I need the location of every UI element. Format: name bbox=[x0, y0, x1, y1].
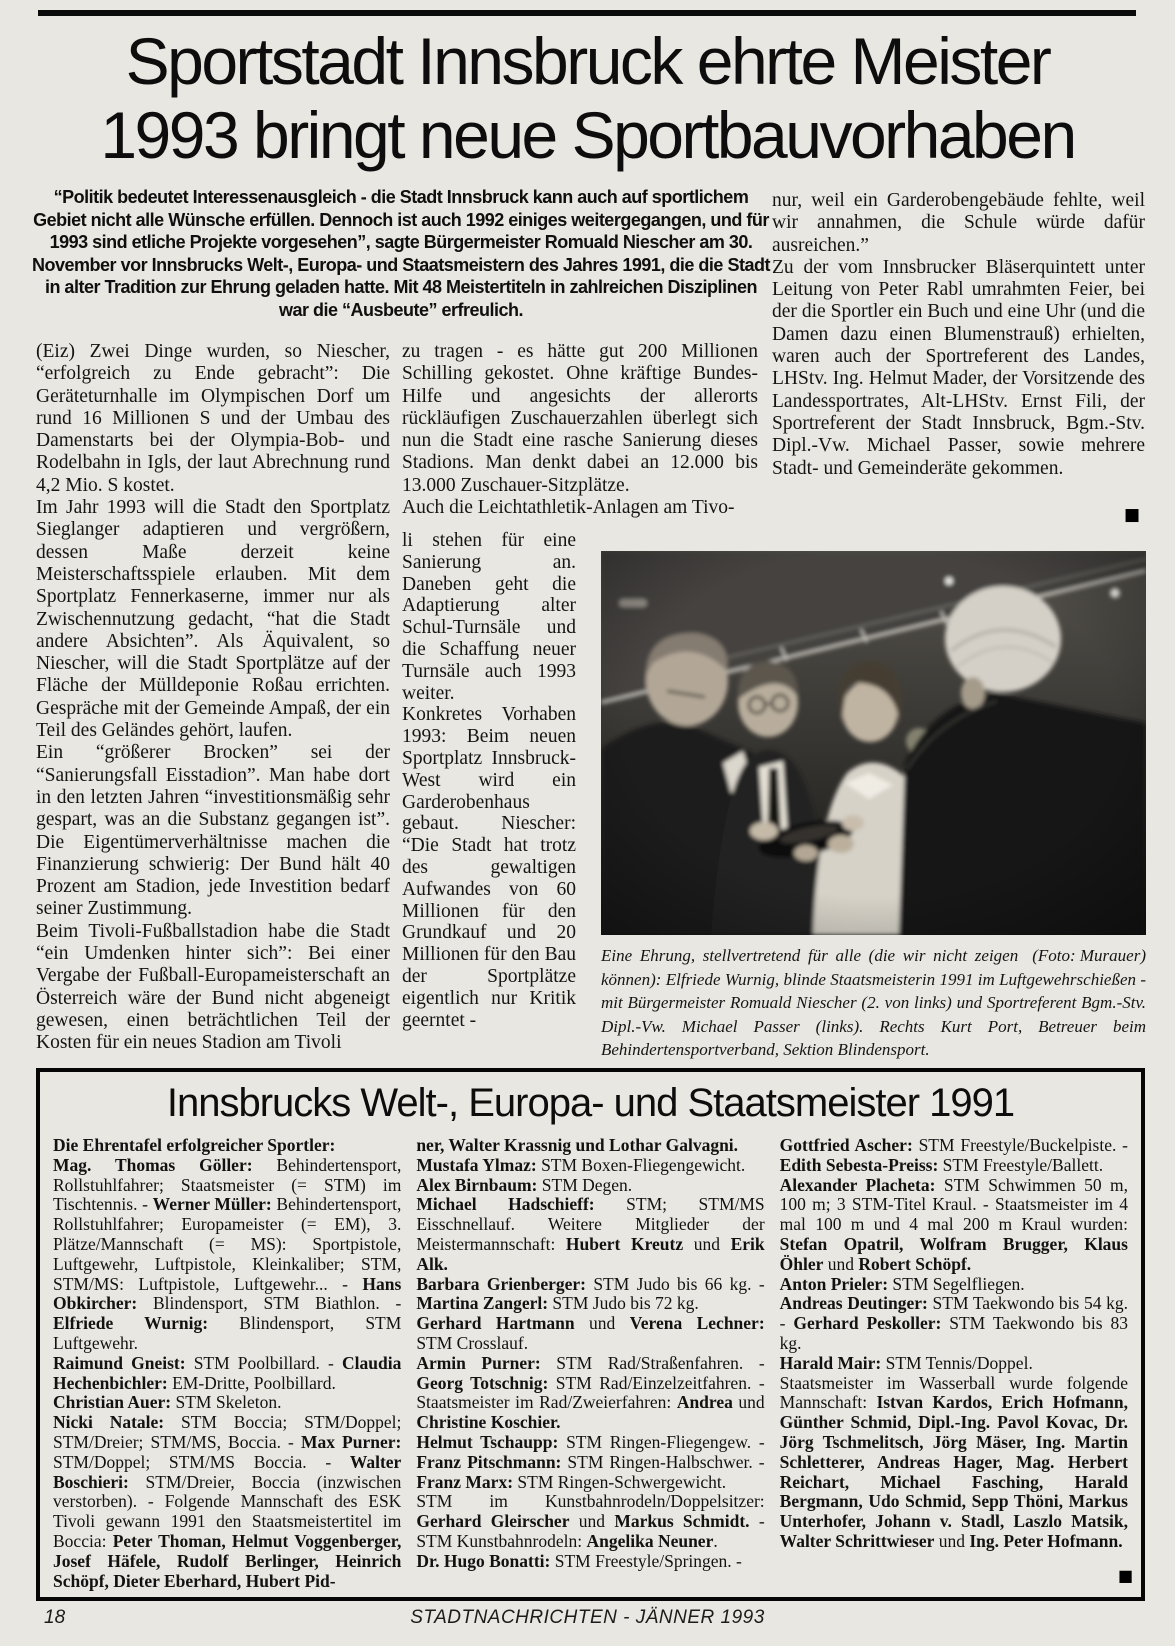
paragraph: zu tragen - es hätte gut 200 Millionen Schilling gekostet. Ohne kräftige Bundes-Hilfe und angesichts der allerorts rückläufigen Zuschauerzahlen überlegt sich nun die Stadt eine rasche Sanierung dieses Stadions. Man denkt dabei an 12.000 bis 13.000 Zuschauer-Sitzplätze. bbox=[402, 341, 758, 496]
paragraph: Anton Prieler: STM Segelfliegen. bbox=[779, 1273, 1025, 1294]
paragraph: ner, Walter Krassnig und Lothar Galvagni. bbox=[416, 1135, 739, 1155]
paragraph: Dr. Hugo Bonatti: STM Freestyle/Springen. - bbox=[416, 1550, 742, 1571]
article-column-middle-narrow bbox=[402, 530, 576, 1031]
headline-line-1: Sportstadt Innsbruck ehrte Meister bbox=[125, 24, 1050, 98]
paragraph: Im Jahr 1993 will die Stadt den Sportplatz Sieglanger adaptieren und vergrößern, dessen Maße derzeit keine Meisterschaftsspiele erlauben. Mit dem Sportplatz Fennerkaserne, immer nur als Zwischennutzung gedacht, “hat die Stadt andere Absichten”. Als Äquivalent, so Niescher, will die Stadt Sportplätze auf der Fläche der Mülldeponie Roßau errichten. Gespräche mit der Gemeinde Ampaß, der ein Teil des Geländes gehört, laufen. bbox=[36, 497, 390, 742]
paragraph: nur, weil ein Garderobengebäude fehlte, weil wir annahmen, die Schule würde dafür ausreichen.” bbox=[772, 190, 1145, 256]
paragraph: Konkretes Vorhaben 1993: Beim neuen Sportplatz Innsbruck-West wird ein Garderobenhaus gebaut. Niescher: “Die Stadt hat trotz des gewaltigen Aufwandes von 60 Millionen für den Grundkauf und 20 Millionen für den Bau der Sportplätze eigentlich nur Kritik geerntet - bbox=[402, 704, 576, 1031]
paragraph: Barbara Grienberger: STM Judo bis 66 kg. - Martina Zangerl: STM Judo bis 72 kg. bbox=[416, 1273, 765, 1314]
headline bbox=[28, 24, 1147, 172]
article-column-middle-wide bbox=[402, 341, 758, 519]
paragraph: Ein “größerer Brocken” sei der “Sanierungsfall Eisstadion”. Man habe dort in den letzten Jahren “investitionsmäßig sehr gespart, was an die Substanz gegangen ist”. Die Eigentümerverhältnisse machen die Finanzierung schwierig: Der Bund hält 40 Prozent am Stadion, jede Investition bedarf seiner Zustimmung. bbox=[36, 742, 390, 920]
honor-box-column-2 bbox=[416, 1136, 764, 1591]
paragraph: STM im Kunstbahnrodeln/Doppelsitzer: Gerhard Gleirscher und Markus Schmidt. - STM Kunstbahnrodeln: Angelika Neuner. bbox=[416, 1491, 765, 1551]
paragraph: Staatsmeister im Wasserball wurde folgende Mannschaft: Istvan Kardos, Erich Hofmann, Günther Schmid, Dipl.-Ing. Pavol Kovac, Dr. Jörg Tschmelitsch, Jörg Mäser, Ing. Martin Schletterer, Andreas Hager, Mag. Herbert Reichart, Michael Fasching, Harald Bergmann, Udo Schmid, Sepp Thöni, Markus Unterhofer, Johann v. Stadl, Laszlo Matsik, Walter Schrittwieser und Ing. Peter Hofmann. bbox=[779, 1372, 1128, 1551]
paragraph: Christian Auer: STM Skeleton. bbox=[53, 1392, 282, 1413]
article-column-left bbox=[36, 341, 390, 1055]
journal-name: STADTNACHRICHTEN - JÄNNER 1993 bbox=[410, 1607, 765, 1628]
ceremony-photo-illustration bbox=[601, 551, 1146, 935]
headline-line-2: 1993 bringt neue Sportbauvorhaben bbox=[100, 98, 1075, 172]
paragraph: Andreas Deutinger: STM Taekwondo bis 54 kg. - Gerhard Peskoller: STM Taekwondo bis 83 kg. bbox=[779, 1293, 1128, 1353]
paragraph: Die Ehrentafel erfolgreicher Sportler: bbox=[53, 1135, 336, 1155]
paragraph: Gerhard Hartmann und Verena Lechner: STM Crosslauf. bbox=[416, 1313, 765, 1353]
honor-box-end-mark: ■ bbox=[1118, 1566, 1134, 1585]
honor-box-column-3 bbox=[780, 1136, 1128, 1591]
paragraph: Michael Hadschieff: STM; STM/MS Eisschnellauf. Weitere Mitglieder der Meistermannschaft: Hubert Kreutz und Erik Alk. bbox=[416, 1194, 765, 1274]
photo-caption-text: Eine Ehrung, stellvertretend für alle (die wir nicht zeigen können): Elfriede Wurnig, blinde Staatsmeisterin 1991 im Luftgewehrschießen - mit Bürgermeister Romuald Niescher (2. von links) und Sportreferent Bgm.-Stv. Dipl.-Vw. Michael Passer (links). Rechts Kurt Port, Betreuer beim Behindertensportverband, Sektion Blindensport. bbox=[601, 946, 1146, 1059]
paragraph: Mustafa Ylmaz: STM Boxen-Fliegengewicht. bbox=[416, 1154, 746, 1175]
paragraph: Armin Purner: STM Rad/Straßenfahren. - Georg Totschnig: STM Rad/Einzelzeitfahren. - Staatsmeister im Rad/Zweierfahren: Andrea und Christine Koschier. bbox=[416, 1352, 765, 1433]
paragraph: Auch die Leichtathletik-Anlagen am Tivo- bbox=[402, 497, 735, 519]
lead-paragraph: “Politik bedeutet Interessenausgleich - die Stadt Innsbruck kann auch auf sportlichem Gebiet nicht alle Wünsche erfüllen. Dennoch ist auch 1992 einiges weitergegangen, und für 1993 sind etliche Projekte vorgesehen”, sagte Bürgermeister Romuald Niescher am 30. November vor Innsbrucks Welt-, Europa- und Staatsmeistern des Jahres 1991, die die Stadt in alter Tradition zur Ehrung geladen hatte. Mit 48 Meistertiteln in zahlreichen Disziplinen war die “Ausbeute” erfreulich. bbox=[32, 187, 770, 320]
honor-box-column-1 bbox=[53, 1136, 401, 1591]
article-end-mark: ■ bbox=[1124, 505, 1141, 525]
paragraph: Harald Mair: STM Tennis/Doppel. bbox=[779, 1352, 1033, 1373]
honor-box-columns bbox=[40, 1128, 1141, 1591]
honor-box bbox=[36, 1068, 1145, 1601]
paragraph: li stehen für eine Sanierung an. Daneben geht die Adaptierung alter Schul-Turnsäle und die Schaffung neuer Turnsäle auch 1993 weiter. bbox=[402, 530, 576, 704]
top-rule bbox=[38, 10, 1136, 16]
paragraph: Raimund Gneist: STM Poolbillard. - Claudia Hechenbichler: EM-Dritte, Poolbillard. bbox=[53, 1352, 402, 1393]
paragraph: Mag. Thomas Göller: Behindertensport, Rollstuhlfahrer; Staatsmeister (= STM) im Tischtennis. - Werner Müller: Behindertensport, Rollstuhlfahrer; Europameister (= EM), 3. Plätze/Mannschaft (= MS): Sportpistole, Luftgewehr, Luftpistole, Kleinkaliber; STM, STM/MS: Luftpistole, Luftgewehr... - Hans Obkircher: Blindensport, STM Biathlon. - Elfriede Wurnig: Blindensport, STM Luftgewehr. bbox=[53, 1154, 402, 1353]
paragraph: Zu der vom Innsbrucker Bläserquintett unter Leitung von Peter Rabl umrahmten Feier, bei der die Sportler ein Buch und eine Uhr (und die Damen dazu einen Blumenstrauß) erhielten, waren auch der Sportreferent des Landes, LHStv. Ing. Helmut Mader, der Vorsitzende des Landessportrates, Alt-LHStv. Ernst Fili, der Sportreferent der Stadt Innsbruck, Bgm.-Stv. Dipl.-Vw. Michael Passer, sowie mehrere Stadt- und Gemeinderäte gekommen. bbox=[772, 256, 1145, 479]
article-column-right bbox=[772, 190, 1145, 480]
paragraph: Gottfried Ascher: STM Freestyle/Buckelpiste. - Edith Sebesta-Preiss: STM Freestyle/Ballett. bbox=[779, 1135, 1128, 1175]
paragraph: (Eiz) Zwei Dinge wurden, so Niescher, “erfolgreich zu Ende gebracht”: Die Geräteturnhalle im Olympischen Dorf um rund 16 Millionen S und der Umbau des Damenstarts bei der Olympia-Bob- und Rodelbahn in Igls, der laut Abrechnung rund 4,2 Mio. S kostet. bbox=[36, 341, 390, 496]
paragraph: Alex Birnbaum: STM Degen. bbox=[416, 1174, 633, 1195]
paragraph: Nicki Natale: STM Boccia; STM/Doppel; STM/Dreier; STM/MS, Boccia. - Max Purner: STM/Doppel; STM/MS Boccia. - Walter Boschieri: STM/Dreier, Boccia (inzwischen verstorben). - Folgende Mannschaft des ESK Tivoli gewann 1991 den Staatsmeistertitel im Boccia: Peter Thoman, Helmut Voggenberger, Josef Häfele, Rudolf Berlinger, Heinrich Schöpf, Dieter Eberhard, Hubert Pid- bbox=[53, 1412, 402, 1591]
page-number: 18 bbox=[44, 1607, 66, 1628]
photo-caption bbox=[601, 944, 1146, 1062]
ceremony-photo bbox=[601, 551, 1146, 935]
honor-box-title: Innsbrucks Welt-, Europa- und Staatsmeister 1991 bbox=[166, 1081, 1015, 1125]
paragraph: Beim Tivoli-Fußballstadion habe die Stadt “ein Umdenken hinter sich”: Bei einer Vergabe der Fußball-Europameisterschaft an Österreich wäre der Bund nicht abgeneigt gewesen, einen beträchtlichen Teil der Kosten für ein neues Stadion am Tivoli bbox=[36, 920, 390, 1054]
paragraph: Alexander Placheta: STM Schwimmen 50 m, 100 m; 3 STM-Titel Kraul. - Staatsmeister im 4 mal 100 m und 4 mal 200 m Kraul wurden: Stefan Opatril, Wolfram Brugger, Klaus Öhler und Robert Schöpf. bbox=[779, 1174, 1128, 1274]
photo-credit: (Foto: Murauer) bbox=[1032, 946, 1146, 965]
paragraph: Helmut Tschaupp: STM Ringen-Fliegengew. - Franz Pitschmann: STM Ringen-Halbschwer. - Franz Marx: STM Ringen-Schwergewicht. bbox=[416, 1431, 765, 1492]
